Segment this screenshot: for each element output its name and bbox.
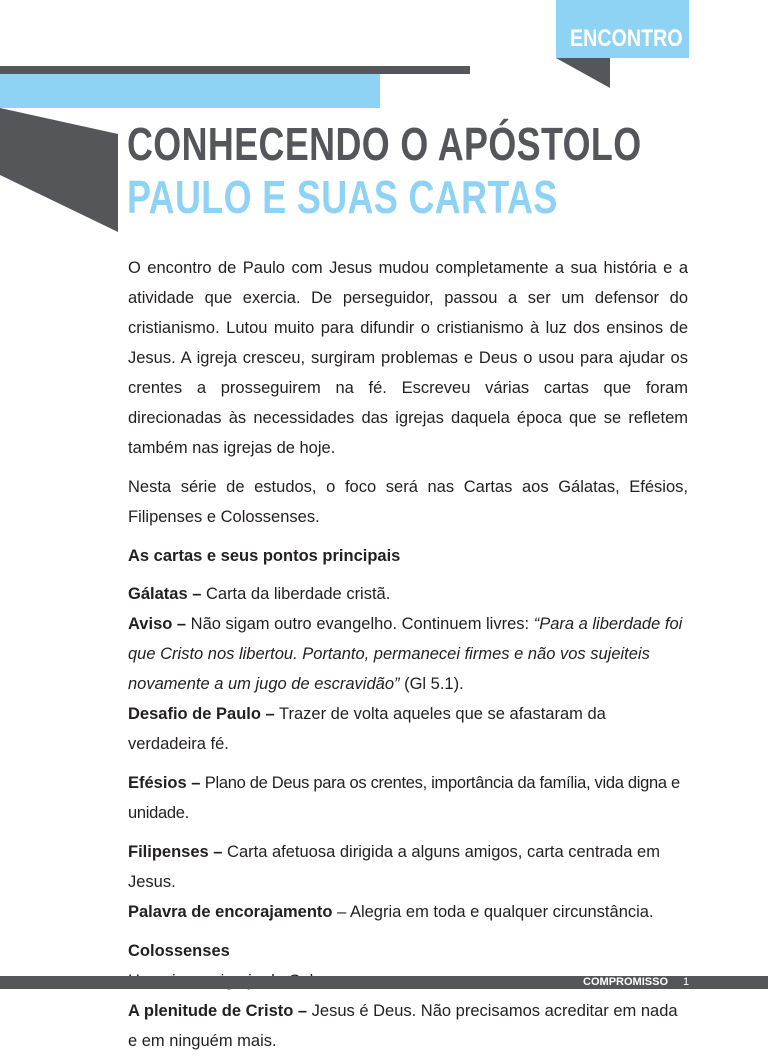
plenitude-label: A plenitude de Cristo – [128,1002,308,1020]
palavra-entry [128,897,688,927]
filipenses-label: Filipenses – [128,843,223,861]
header-dark-bar [0,66,470,74]
filipenses-entry [128,837,688,897]
galatas-entry [128,579,688,609]
title-line-1: CONHECENDO O APÓSTOLO [127,118,642,170]
intro-paragraph-1: O encontro de Paulo com Jesus mudou completamente a sua história e a atividade que exercia. De perseguidor, passou a ser um defensor do cristianismo. Lutou muito para difundir o cristianismo à luz dos ensinos de Jesus. A igreja cresceu, surgiram problemas e Deus o usou para ajudar os crentes a prosseguirem na fé. Escreveu várias cartas que foram direcionadas às necessidades das igrejas daquela época que se refletem também nas igrejas de hoje. [128,259,688,457]
footer-label: COMPROMISSO [583,976,668,988]
palavra-label: Palavra de encorajamento [128,903,333,921]
colossenses-label: Colossenses [128,942,230,960]
colossenses-heading [128,936,688,966]
palavra-text: – Alegria em toda e qualquer circunstância. [332,903,654,921]
efesios-text: Plano de Deus para os crentes, importância da família, vida digna e unidade. [128,774,680,822]
plenitude-entry [128,996,688,1056]
section-heading-text: As cartas e seus pontos principais [128,547,401,565]
page-title [127,118,642,224]
section-tab [556,0,689,58]
aviso-quote: “Para a liberdade foi que Cristo nos libertou. Portanto, permanecei firmes e não vos sujeiteis novamente a um jugo de escravidão” [128,615,683,693]
aviso-label: Aviso – [128,615,187,633]
filipenses-text: Carta afetuosa dirigida a alguns amigos, carta centrada em Jesus. [128,843,660,891]
desafio-label: Desafio de Paulo – [128,705,275,723]
header-blue-bar [0,74,380,108]
efesios-entry [128,768,688,828]
desafio-entry [128,699,688,759]
title-line-2: PAULO E SUAS CARTAS [127,171,558,223]
galatas-text: Carta da liberdade cristã. [201,585,391,603]
section-heading [128,541,688,571]
desafio-text: Trazer de volta aqueles que se afastaram da verdadeira fé. [128,705,606,753]
aviso-text: Não sigam outro evangelho. Continuem livres: [186,615,534,633]
aviso-reference: (Gl 5.1). [399,675,464,693]
article-body [128,253,688,1056]
plenitude-text: Jesus é Deus. Não precisamos acreditar em nada e em ninguém mais. [128,1002,678,1050]
page-number: 1 [682,976,690,988]
aviso-entry [128,609,688,699]
galatas-label: Gálatas – [128,585,202,603]
efesios-label: Efésios – [128,774,201,792]
tab-fold-decoration [556,58,610,88]
section-tab-label: ENCONTRO [570,25,683,52]
intro-paragraph-2: Nesta série de estudos, o foco será nas Cartas aos Gálatas, Efésios, Filipenses e Colossenses. [128,478,688,526]
header-wedge-decoration [0,108,118,232]
